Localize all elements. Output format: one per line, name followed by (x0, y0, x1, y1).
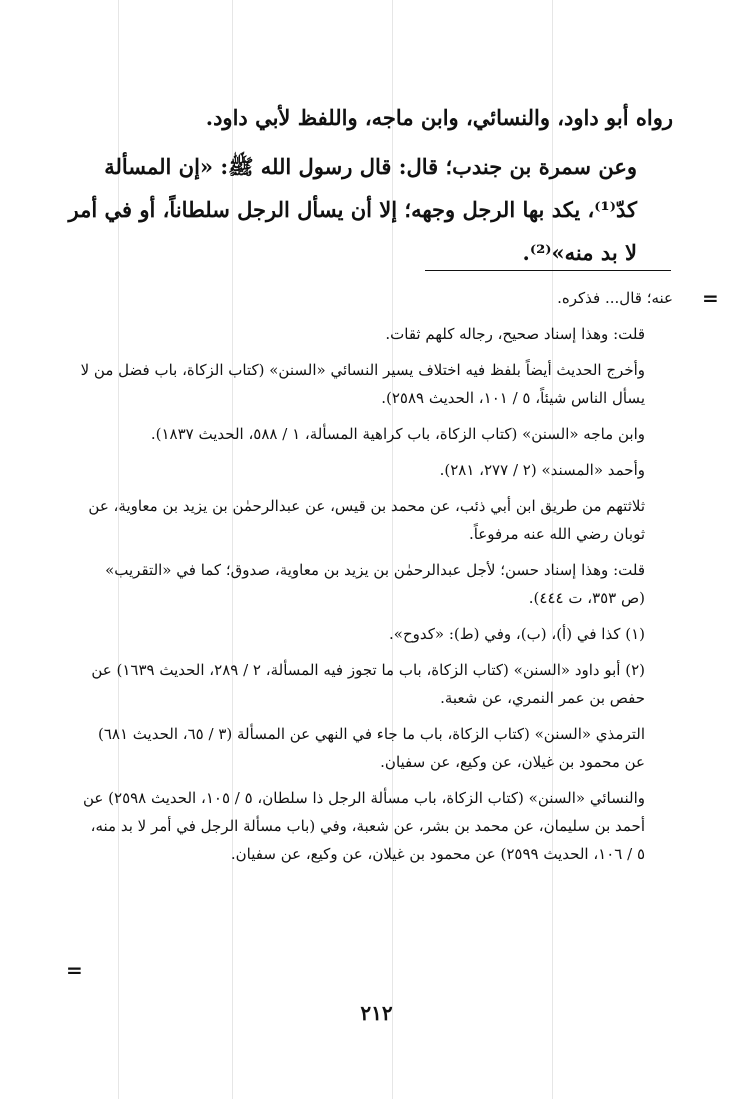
continuation-mark-bottom: = (66, 958, 83, 982)
main-text (0, 96, 753, 280)
footnote-separator (425, 270, 671, 271)
footnote-line: وأحمد «المسند» (٢ / ٢٧٧، ٢٨١). (439, 461, 645, 479)
main-hadith: وعن سمرة بن جندب؛ قال: قال رسول الله ﷺ: «إن المسألة كدّ⁽¹⁾، يكد بها الرجل وجهه؛ إلا أن يسأل الرجل سلطاناً، أو في أمر لا بد منه»⁽²⁾. (68, 154, 637, 265)
main-line-source: رواه أبو داود، والنسائي، وابن ماجه، واللفظ لأبي داود. (205, 105, 673, 130)
footnote-line: الترمذي «السنن» (كتاب الزكاة، باب ما جاء في النهي عن المسألة (٣ / ٦٥، الحديث ٦٨١) عن محمود بن غيلان، عن وكيع، عن سفيان. (98, 725, 645, 771)
footnote-2: (٢) أبو داود «السنن» (كتاب الزكاة، باب ما تجوز فيه المسألة، ٢ / ٢٨٩، الحديث ١٦٣٩) عن حفص بن عمر النمري، عن شعبة. (91, 661, 645, 707)
page-number: ٢١٢ (360, 1001, 393, 1025)
footnote-1: (١) كذا في (أ)، (ب)، وفي (ط): «كدوح». (389, 625, 645, 643)
footnote-line: والنسائي «السنن» (كتاب الزكاة، باب مسألة الرجل ذا سلطان، ٥ / ١٠٥، الحديث ٢٥٩٨) عن أحمد بن سليمان، عن محمد بن بشر، عن شعبة، وفي (باب مسألة الرجل في أمر لا بد منه، ٥ / ١٠٦، الحديث ٢٥٩٩) عن محمود بن غيلان، عن وكيع، عن سفيان. (83, 789, 645, 863)
footnote-line: قلت: وهذا إسناد صحيح، رجاله كلهم ثقات. (385, 325, 645, 343)
continuation-mark-top: = (702, 286, 719, 310)
footnote-line: وابن ماجه «السنن» (كتاب الزكاة، باب كراهية المسألة، ١ / ٥٨٨، الحديث ١٨٣٧). (150, 425, 645, 443)
footnote-line: عنه؛ قال... فذكره. (557, 289, 673, 307)
footnotes (0, 284, 753, 876)
footnote-line: قلت: وهذا إسناد حسن؛ لأجل عبدالرحمٰن بن يزيد بن معاوية، صدوق؛ كما في «التقريب» (ص ٣٥٣، ت ٤٤٤). (105, 561, 645, 607)
footnote-line: وأخرج الحديث أيضاً بلفظ فيه اختلاف يسير النسائي «السنن» (كتاب الزكاة، باب فضل من لا يسأل الناس شيئاً، ٥ / ١٠١، الحديث ٢٥٨٩). (80, 361, 645, 407)
footnote-line: ثلاثتهم من طريق ابن أبي ذئب، عن محمد بن قيس، عن عبدالرحمٰن بن يزيد بن معاوية، عن ثوبان رضي الله عنه مرفوعاً. (88, 497, 645, 543)
